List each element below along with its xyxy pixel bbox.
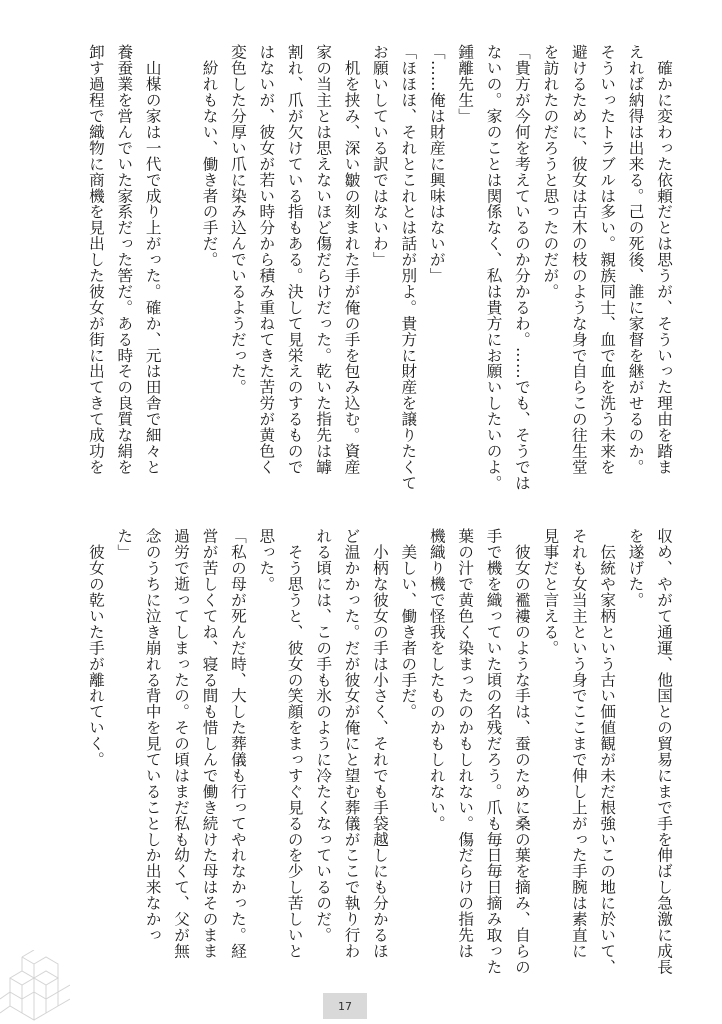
text-column: 思った。 (257, 528, 276, 592)
cube-pattern-icon (0, 950, 70, 1024)
upper-text-block (86, 44, 678, 508)
text-column: えれば納得は出来る。己の死後、誰に家督を継がせるのか。 (626, 44, 645, 475)
text-column: 営が苦しくてね、寝る間も惜しんで働き続けた母はそのまま (200, 528, 219, 959)
text-column: 過労で逝ってしまったの。その頃はまだ私も幼くて、父が無 (172, 528, 191, 959)
text-column: 養蚕業を営んでいた家系だった筈だ。ある時その良質な絹を (115, 44, 134, 475)
text-column: そういったトラブルは多い。親族同士、血で血を洗う未来を (598, 44, 617, 475)
text-column: 机を挟み、深い皺の刻まれた手が俺の手を包み込む。資産 (342, 44, 361, 475)
text-column: 美しい、働き者の手だ。 (399, 528, 418, 720)
text-column: 確かに変わった依頼だとは思うが、そういった理由を踏ま (655, 44, 673, 475)
blank-column (167, 44, 195, 508)
text-column: 割れ、爪が欠けている指もある。決して見栄えのするもので (285, 44, 304, 475)
text-column: 家の当主とは思えないほど傷だらけだった。乾いた指先は罅 (314, 44, 333, 475)
text-column: 彼女の襤褸のような手は、蚕のために桑の葉を摘み、自らの (512, 528, 531, 975)
text-column: ないの。家のことは関係なく、私は貴方にお願いしたいのよ。 (484, 44, 503, 491)
text-column: れる頃には、この手も氷のように冷たくなっているのだ。 (314, 528, 333, 943)
text-column: 見事だと言える。 (541, 528, 560, 656)
text-column: ど温かかった。だが彼女が俺にと望む葬儀がここで執り行わ (342, 528, 361, 959)
text-column: 変色した分厚い爪に染み込んでいるようだった。 (228, 44, 247, 395)
text-column: 「ほほほ、それとこれとは話が別よ。貴方に財産を譲りたくて (399, 44, 418, 491)
text-column: お願いしている訳ではないわ」 (370, 44, 389, 268)
text-column: そう思うと、彼女の笑顔をまっすぐ見るのを少し苦しいと (285, 528, 304, 959)
text-column: 紛れもない、働き者の手だ。 (200, 44, 219, 268)
text-column: 手で機を織っていた頃の名残だろう。爪も毎日毎日摘み取った (484, 528, 503, 975)
text-column: 葉の汁で黄色く染まったのかもしれない。傷だらけの指先は (456, 528, 475, 959)
text-column: 「私の母が死んだ時、大した葬儀も行ってやれなかった。経 (228, 528, 247, 959)
text-column: 念のうちに泣き崩れる背中を見ていることしか出来なかっ (143, 528, 162, 943)
text-column: 避けるために、彼女は古木の枝のような身で自らこの往生堂 (569, 44, 588, 475)
text-column: 鍾離先生」 (456, 44, 475, 124)
text-column: を訪れたのだろうと思ったのだが。 (541, 44, 560, 300)
text-column: 機織り機で怪我をしたものかもしれない。 (427, 528, 446, 832)
text-column: を遂げた。 (626, 528, 645, 608)
text-column: 伝統や家柄という古い価値観が未だ根強いこの地に於いて、 (598, 528, 617, 975)
text-column: た」 (115, 528, 134, 560)
text-column: はないが、彼女が若い時分から積み重ねてきた苦労が黄色く (257, 44, 276, 475)
text-column: 「……俺は財産に興味はないが」 (427, 44, 446, 284)
page-number: 17 (323, 993, 367, 1019)
text-column: それも女当主という身でここまで伸し上がった手腕は素直に (569, 528, 588, 959)
text-column: 収め、やがて通運、他国との貿易にまで手を伸ばし急激に成長 (655, 528, 673, 975)
text-column: 山楳の家は一代で成り上がった。確か、元は田舎で細々と (143, 44, 162, 475)
text-column: 小柄な彼女の手は小さく、それでも手袋越しにも分かるほ (370, 528, 389, 959)
lower-text-block (42, 528, 678, 992)
text-column: 卸す過程で織物に商機を見出した彼女が街に出てきて成功を (86, 44, 105, 475)
text-column: 「貴方が今何を考えているのか分かるわ。……でも、そうでは (512, 44, 531, 491)
text-column: 彼女の乾いた手が離れていく。 (86, 528, 105, 768)
